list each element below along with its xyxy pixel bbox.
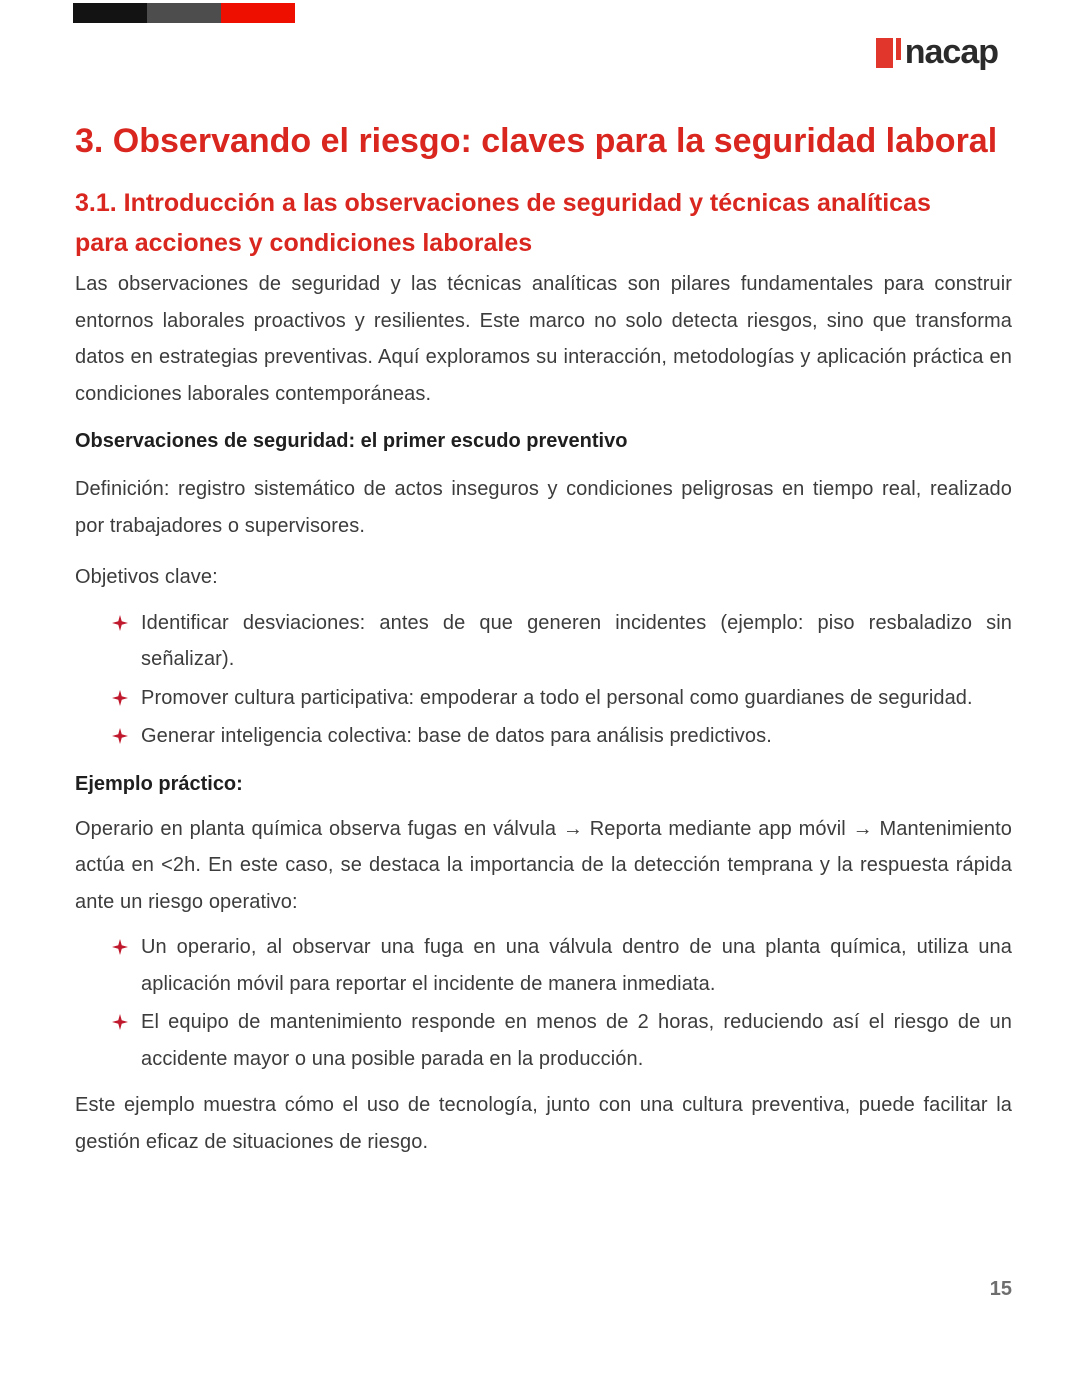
- page-number: 15: [989, 1278, 1012, 1300]
- subsection-heading: 3.1. Introducción a las observaciones de seguridad y técnicas analíticas para acciones y condiciones laborales: [75, 189, 931, 257]
- bullet-star-icon: [112, 939, 128, 955]
- objectives-label: Objetivos clave:: [75, 566, 218, 588]
- closing-paragraph: Este ejemplo muestra cómo el uso de tecnología, junto con una cultura preventiva, puede facilitar la gestión eficaz de situaciones de riesgo.: [75, 1094, 1012, 1153]
- inacap-logo: [876, 33, 998, 71]
- header-color-bar: [73, 3, 295, 23]
- logo-red-block: [876, 38, 893, 68]
- bullet-star-icon: [112, 690, 128, 706]
- list-item: [112, 1004, 1012, 1077]
- bar-segment-red: [221, 3, 295, 23]
- bar-segment-black: [73, 3, 147, 23]
- bullet-star-icon: [112, 1014, 128, 1030]
- inacap-logo-mark-icon: [876, 38, 902, 70]
- list-item-text: Identificar desviaciones: antes de que generen incidentes (ejemplo: piso resbaladizo sin señalizar).: [141, 611, 1012, 670]
- intro-paragraph: Las observaciones de seguridad y las técnicas analíticas son pilares fundamentales para construir entornos laborales proactivos y resilientes. Este marco no solo detecta riesgos, sino que transforma datos en estrategias preventivas. Aquí exploramos su interacción, metodologías y aplicación práctica en condiciones laborales contemporáneas.: [75, 273, 1012, 405]
- example-list: [75, 929, 1012, 1077]
- list-item: [112, 605, 1012, 678]
- example-paragraph: Operario en planta química observa fugas en válvula → Reporta mediante app móvil → Mantenimiento actúa en <2h. En este caso, se destaca la importancia de la detección temprana y la respuesta rápida ante un riesgo operativo:: [75, 817, 1012, 913]
- bullet-star-icon: [112, 728, 128, 744]
- list-item-text: Un operario, al observar una fuga en una válvula dentro de una planta química, utiliza una aplicación móvil para reportar el incidente de manera inmediata.: [141, 936, 1012, 995]
- list-item-text: Promover cultura participativa: empoderar a todo el personal como guardianes de seguridad.: [141, 686, 973, 709]
- list-item-text: Generar inteligencia colectiva: base de datos para análisis predictivos.: [141, 725, 772, 747]
- chapter-heading: 3. Observando el riesgo: claves para la seguridad laboral: [75, 122, 998, 160]
- list-item-text: El equipo de mantenimiento responde en menos de 2 horas, reduciendo así el riesgo de un accidente mayor o una posible parada en la producción.: [141, 1011, 1012, 1070]
- bar-segment-gray: [147, 3, 221, 23]
- section2-title: Ejemplo práctico:: [75, 772, 243, 795]
- document-content: [75, 118, 1012, 1160]
- list-item: [112, 929, 1012, 1002]
- logo-red-strip: [896, 38, 901, 60]
- objectives-list: [75, 605, 1012, 755]
- logo-text: nacap: [904, 33, 998, 71]
- bullet-star-icon: [112, 615, 128, 631]
- list-item: [112, 680, 1012, 717]
- definition-paragraph: Definición: registro sistemático de actos inseguros y condiciones peligrosas en tiempo real, realizado por trabajadores o supervisores.: [75, 478, 1012, 537]
- section1-title: Observaciones de seguridad: el primer escudo preventivo: [75, 430, 628, 452]
- list-item: [112, 718, 1012, 755]
